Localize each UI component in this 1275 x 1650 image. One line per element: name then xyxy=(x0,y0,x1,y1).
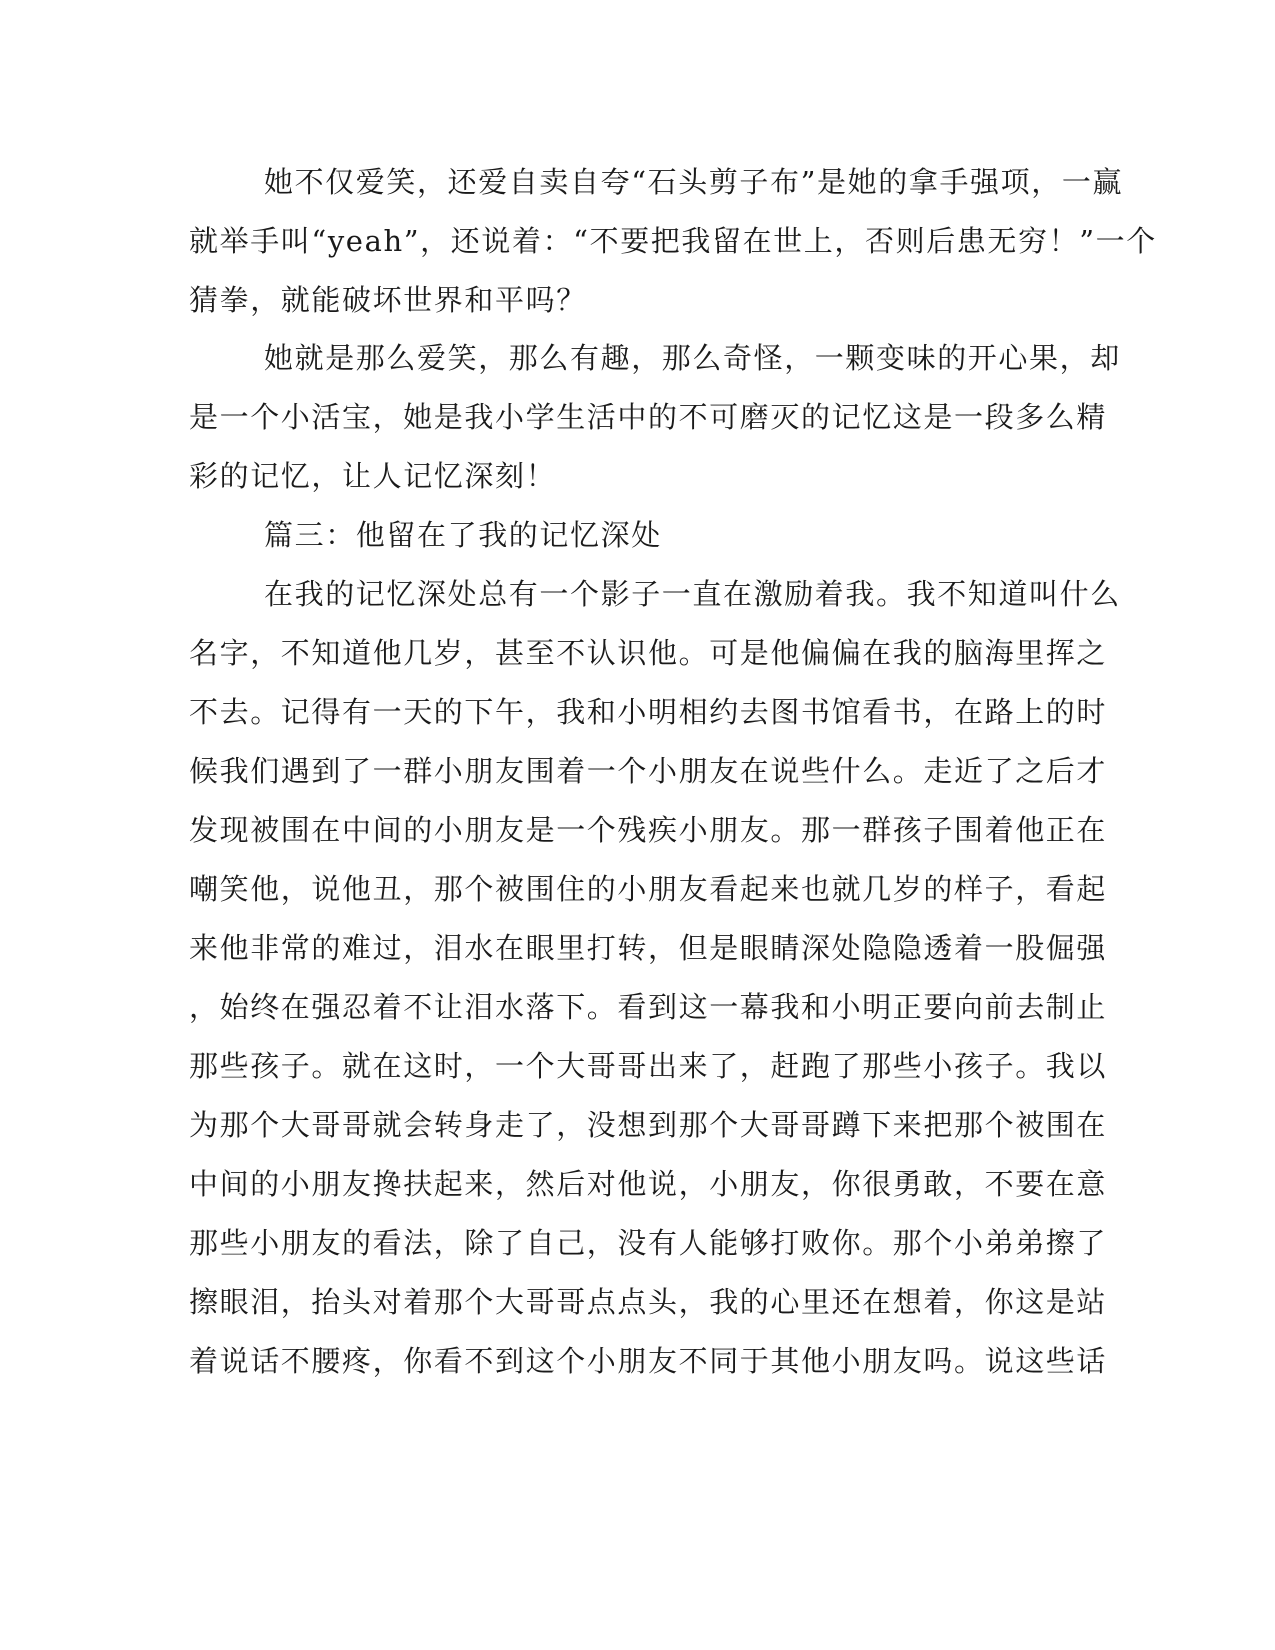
section-heading: 篇三：他留在了我的记忆深处 xyxy=(264,518,662,552)
paragraph-4-line-8: ，始终在强忍着不让泪水落下。看到这一幕我和小明正要向前去制止 xyxy=(189,990,1108,1024)
paragraph-4-line-7: 来他非常的难过，泪水在眼里打转，但是眼睛深处隐隐透着一股倔强 xyxy=(189,931,1108,965)
paragraph-1-line-2: 就举手叫“yeah”，还说着：“不要把我留在世上，否则后患无穷！”一个 xyxy=(189,224,1157,258)
paragraph-4-line-5: 发现被围在中间的小朋友是一个残疾小朋友。那一群孩子围着他正在 xyxy=(189,813,1108,847)
paragraph-4-line-3: 不去。记得有一天的下午，我和小明相约去图书馆看书，在路上的时 xyxy=(189,695,1108,729)
paragraph-2-line-2: 是一个小活宝，她是我小学生活中的不可磨灭的记忆这是一段多么精 xyxy=(189,400,1108,434)
paragraph-4-line-13: 擦眼泪，抬头对着那个大哥哥点点头，我的心里还在想着，你这是站 xyxy=(189,1285,1108,1319)
paragraph-4-line-1: 在我的记忆深处总有一个影子一直在激励着我。我不知道叫什么 xyxy=(264,577,1121,611)
paragraph-1-line-1: 她不仅爱笑，还爱自卖自夸“石头剪子布”是她的拿手强项，一赢 xyxy=(264,165,1124,199)
paragraph-4-line-11: 中间的小朋友搀扶起来，然后对他说，小朋友，你很勇敢，不要在意 xyxy=(189,1167,1108,1201)
paragraph-4-line-4: 候我们遇到了一群小朋友围着一个小朋友在说些什么。走近了之后才 xyxy=(189,754,1108,788)
paragraph-2-line-1: 她就是那么爱笑，那么有趣，那么奇怪，一颗变味的开心果，却 xyxy=(264,341,1121,375)
paragraph-4-line-10: 为那个大哥哥就会转身走了，没想到那个大哥哥蹲下来把那个被围在 xyxy=(189,1108,1108,1142)
paragraph-4-line-2: 名字，不知道他几岁，甚至不认识他。可是他偏偏在我的脑海里挥之 xyxy=(189,636,1108,670)
paragraph-4-line-14: 着说话不腰疼，你看不到这个小朋友不同于其他小朋友吗。说这些话 xyxy=(189,1344,1108,1378)
paragraph-2-line-3: 彩的记忆，让人记忆深刻！ xyxy=(189,459,557,493)
paragraph-4-line-6: 嘲笑他，说他丑，那个被围住的小朋友看起来也就几岁的样子，看起 xyxy=(189,872,1108,906)
paragraph-4-line-9: 那些孩子。就在这时，一个大哥哥出来了，赶跑了那些小孩子。我以 xyxy=(189,1049,1108,1083)
paragraph-1-line-3: 猜拳，就能破坏世界和平吗？ xyxy=(189,283,587,317)
paragraph-4-line-12: 那些小朋友的看法，除了自己，没有人能够打败你。那个小弟弟擦了 xyxy=(189,1226,1108,1260)
